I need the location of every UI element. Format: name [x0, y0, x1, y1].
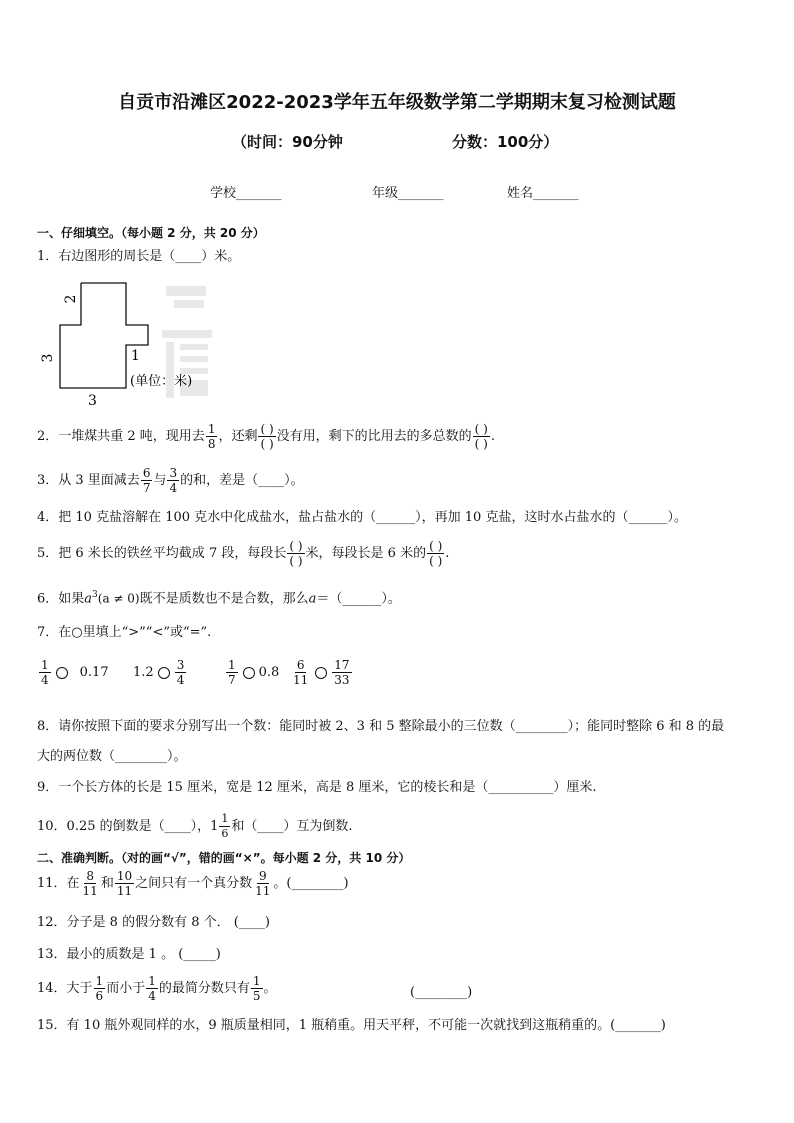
- q2-blank-fraction-1: $\frac{( )}{( )}$: [260, 422, 274, 451]
- question-15: 15．有 10 瓶外观同样的水，9 瓶质量相同，1 瓶稍重。用天平秤，不可能一次就找到这瓶稍重的。(_______): [37, 1018, 666, 1033]
- page-title: 自贡市沿滩区2022-2023学年五年级数学第二学期期末复习检测试题: [118, 92, 676, 113]
- exam-time: （时间：90分钟: [232, 133, 343, 151]
- question-3: 3．从 3 里面减去 $\frac{6}{7}$ 与 $\frac{3}{4}$ 的和，差是（____）。: [37, 466, 304, 495]
- q3-fraction-2: $\frac{3}{4}$: [169, 466, 178, 495]
- question-10: 10．0.25 的倒数是（____），1 $\frac{1}{6}$ 和（____）互为倒数.: [37, 812, 353, 840]
- q5-blank-fraction-1: $\frac{( )}{( )}$: [289, 539, 303, 568]
- question-1: 1．右边图形的周长是（____）米。: [37, 249, 241, 264]
- perimeter-figure: [38, 278, 228, 408]
- question-7: 7．在○里填上“>”“<”或“=”.: [37, 625, 212, 640]
- label-3-vertical: 3: [40, 353, 56, 363]
- compare-item-1: $\frac{1}{4}$ 0.17: [41, 658, 109, 687]
- school-field: 学校_______: [210, 186, 282, 201]
- exam-score: 分数：100分）: [452, 133, 559, 151]
- unit-label: (单位：米): [130, 374, 193, 389]
- q2-text-a: 2．一堆煤共重 2 吨，现用去: [37, 429, 205, 444]
- compare-item-2: 1.2 $\frac{3}{4}$: [133, 658, 185, 687]
- question-8-line-2: 大的两位数（________）。: [37, 749, 187, 764]
- name-field: 姓名_______: [507, 186, 579, 201]
- label-3-horizontal: 3: [88, 393, 97, 408]
- compare-item-3: $\frac{1}{7}$ 0.8: [228, 658, 280, 687]
- q2-blank-fraction-2: $\frac{( )}{( )}$: [474, 422, 488, 451]
- question-5: 5．把 6 米长的铁丝平均截成 7 段，每段长 $\frac{( )}{( )}$ 米，每段长是 6 米的 $\frac{( )}{( )}$ .: [37, 539, 450, 568]
- question-12: 12．分子是 8 的假分数有 8 个． (____): [37, 915, 270, 930]
- question-4: 4．把 10 克盐溶解在 100 克水中化成盐水，盐占盐水的（______），再加 10 克盐，这时水占盐水的（______）。: [37, 510, 687, 525]
- q2-fraction-1: $\frac{1}{8}$: [207, 422, 216, 451]
- label-1: 1: [131, 348, 140, 364]
- question-14-answer-blank: (________): [410, 985, 473, 1000]
- compare-item-4: $\frac{6}{11}$ $\frac{17}{33}$: [293, 658, 350, 687]
- question-13: 13．最小的质数是 1 。 (_____): [37, 947, 221, 962]
- q5-blank-fraction-2: $\frac{( )}{( )}$: [429, 539, 443, 568]
- question-2: 2．一堆煤共重 2 吨，现用去 $\frac{1}{8}$ ，还剩 $\frac{( )}{( )}$ 没有用，剩下的比用去的多总数的 $\frac{( )}{( )}$ .: [37, 422, 495, 451]
- compare-circle-1[interactable]: [56, 667, 68, 679]
- question-9: 9．一个长方体的长是 15 厘米，宽是 12 厘米，高是 8 厘米，它的棱长和是（__________）厘米.: [37, 780, 597, 795]
- compare-circle-3[interactable]: [243, 667, 255, 679]
- q3-fraction-1: $\frac{6}{7}$: [142, 466, 151, 495]
- question-14: 14．大于 $\frac{1}{6}$ 而小于 $\frac{1}{4}$ 的最简分数只有 $\frac{1}{5}$ 。: [37, 974, 277, 1003]
- question-11: 11．在 $\frac{8}{11}$ 和 $\frac{10}{11}$ 之间只有一个真分数 $\frac{9}{11}$ 。(________): [37, 869, 349, 898]
- q2-text-b: ，还剩: [218, 429, 258, 444]
- section-1-heading: 一、仔细填空。（每小题 2 分，共 20 分）: [37, 226, 265, 240]
- compare-circle-2[interactable]: [158, 667, 170, 679]
- question-8-line-1: 8．请你按照下面的要求分别写出一个数：能同时被 2、3 和 5 整除最小的三位数（________）；能同时整除 6 和 8 的最: [37, 719, 725, 734]
- grade-field: 年级_______: [372, 186, 444, 201]
- compare-circle-4[interactable]: [315, 667, 327, 679]
- label-2: 2: [63, 294, 79, 304]
- section-2-heading: 二、准确判断。（对的画“√”，错的画“×”。每小题 2 分，共 10 分）: [37, 851, 411, 865]
- q2-text-c: 没有用，剩下的比用去的多总数的: [276, 429, 472, 444]
- question-6: 6．如果$a^3(a \ne 0)$既不是质数也不是合数，那么a＝（______）。: [37, 590, 401, 607]
